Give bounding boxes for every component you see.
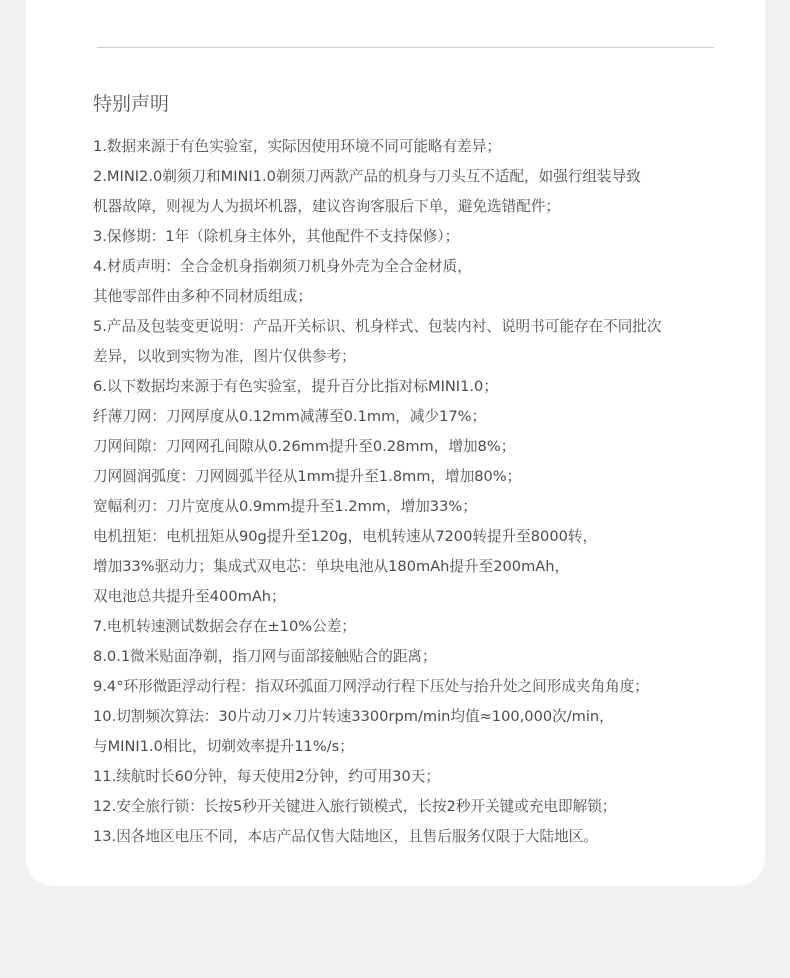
- notice-line: 12.安全旅行锁：长按5秒开关键进入旅行锁模式，长按2秒开关键或充电即解锁；: [93, 798, 617, 815]
- notice-line: 差异，以收到实物为准，图片仅供参考；: [93, 348, 356, 365]
- notice-line: 刀网圆润弧度：刀网圆弧半径从1mm提升至1.8mm，增加80%；: [93, 468, 522, 485]
- notice-line: 8.0.1微米贴面净剃，指刀网与面部接触贴合的距离；: [93, 648, 437, 665]
- notice-line: 6.以下数据均来源于有色实验室，提升百分比指对标MINI1.0；: [93, 378, 498, 395]
- notice-line: 电机扭矩：电机扭矩从90g提升至120g，电机转速从7200转提升至8000转，: [93, 528, 598, 545]
- notice-line: 13.因各地区电压不同，本店产品仅售大陆地区，且售后服务仅限于大陆地区。: [93, 828, 598, 845]
- notice-line: 5.产品及包装变更说明：产品开关标识、机身样式、包装内衬、说明书可能存在不同批次: [93, 318, 662, 335]
- notice-line: 2.MINI2.0剃须刀和MINI1.0剃须刀两款产品的机身与刀头互不适配，如强行组装导致: [93, 168, 641, 185]
- notice-line: 4.材质声明：全合金机身指剃须刀机身外壳为全合金材质，: [93, 258, 472, 275]
- notice-line: 宽幅利刃：刀片宽度从0.9mm提升至1.2mm，增加33%；: [93, 498, 477, 515]
- notice-lines: [93, 132, 733, 852]
- notice-line: 7.电机转速测试数据会存在±10%公差；: [93, 618, 356, 635]
- notice-line: 10.切割频次算法：30片动刀×刀片转速3300rpm/min均值≈100,000次/min，: [93, 708, 614, 725]
- notice-line: 与MINI1.0相比，切剃效率提升11%/s；: [93, 738, 354, 755]
- notice-line: 11.续航时长60分钟，每天使用2分钟，约可用30天；: [93, 768, 440, 785]
- notice-line: 刀网间隙：刀网网孔间隙从0.26mm提升至0.28mm，增加8%；: [93, 438, 516, 455]
- notice-line: 双电池总共提升至400mAh；: [93, 588, 286, 605]
- notice-line: 1.数据来源于有色实验室，实际因使用环境不同可能略有差异；: [93, 138, 501, 155]
- notice-line: 9.4°环形微距浮动行程：指双环弧面刀网浮动行程下压处与抬升处之间形成夹角角度；: [93, 678, 649, 695]
- notice-line: 增加33%驱动力；集成式双电芯：单块电池从180mAh提升至200mAh，: [93, 558, 570, 575]
- notice-line: 纤薄刀网：刀网厚度从0.12mm减薄至0.1mm，减少17%；: [93, 408, 487, 425]
- notice-line: 机器故障，则视为人为损坏机器，建议咨询客服后下单，避免选错配件；: [93, 198, 561, 215]
- divider-line: [97, 47, 714, 48]
- notice-line: 3.保修期：1年（除机身主体外，其他配件不支持保修）；: [93, 228, 460, 245]
- notice-line: 其他零部件由多种不同材质组成；: [93, 288, 312, 305]
- notice-title: 特别声明: [93, 93, 170, 115]
